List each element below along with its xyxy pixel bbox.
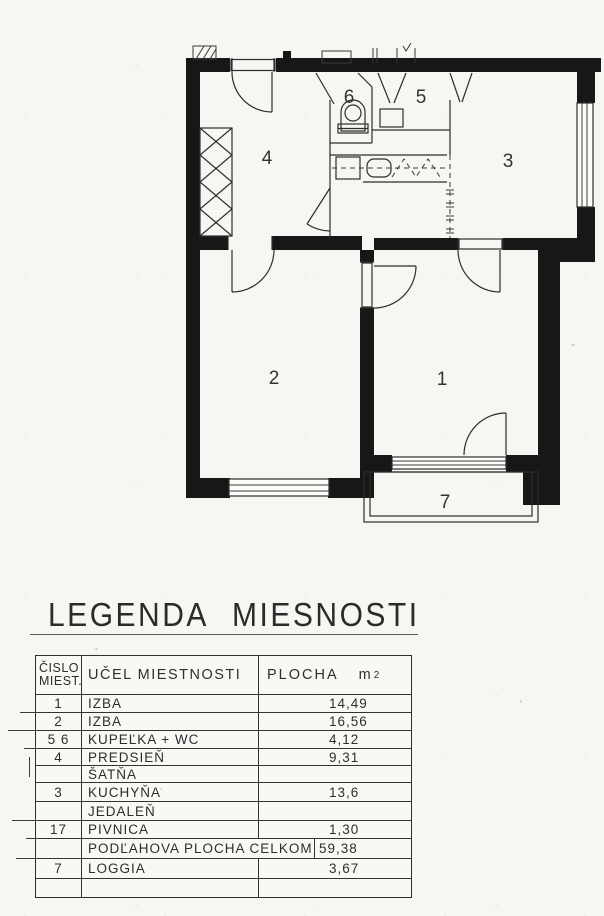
cell-purpose: PREDSIEŇ (82, 749, 259, 765)
cell-purpose: IZBA (82, 695, 259, 712)
cell-area: 14,49 (329, 696, 368, 711)
table-row (36, 712, 411, 730)
cell-area (259, 879, 411, 897)
table-row (36, 858, 411, 878)
line-overhang (8, 730, 37, 731)
room-label-1: 1 (436, 369, 448, 390)
cell-no: 7 (36, 859, 82, 878)
legend-table (35, 655, 412, 898)
total-label-text: PODĽAHOVA PLOCHA CELKOM (88, 841, 313, 856)
cell-purpose: KUPEĽKA + WC (82, 731, 259, 748)
walls (186, 58, 601, 505)
header-unit-sup: 2 (373, 669, 382, 681)
cell-purpose: JEDALEŇ (82, 802, 259, 820)
table-row (36, 878, 411, 897)
header-line-cislo: ČISLO (39, 661, 80, 675)
scan-speck (571, 344, 575, 346)
window-balcony (392, 457, 506, 469)
window-room2 (229, 479, 329, 496)
door-kitchen (307, 188, 330, 231)
title-underline (30, 634, 418, 635)
cell-no (36, 879, 82, 897)
room-labels (262, 87, 514, 513)
cell-total-area: 59,38 (314, 839, 358, 858)
header-ucel-miestnosti (82, 656, 259, 694)
cell-no: 5 6 (36, 731, 82, 748)
table-row (36, 730, 411, 748)
line-overhang (16, 858, 37, 859)
room-label-2: 2 (268, 368, 280, 389)
room-label-6: 6 (343, 87, 355, 108)
scan-speck (520, 700, 522, 703)
cell-no: 3 (36, 783, 82, 801)
door-room2 (228, 236, 274, 292)
header-ucel-label: UČEL MIESTNOSTI (88, 667, 242, 683)
room-label-7: 7 (439, 492, 451, 513)
cell-no: 17 (36, 821, 82, 838)
cell-purpose: ŠATŇA (82, 766, 259, 782)
header-plocha-label: PLOCHA (267, 667, 339, 683)
cell-purpose: LOGGIA (82, 859, 259, 878)
window-room3 (577, 103, 593, 207)
door-room1-left (360, 262, 416, 308)
table-row (36, 694, 411, 712)
header-line-miest: MIEST. (39, 674, 83, 688)
room-label-3: 3 (502, 151, 514, 172)
sink-icon (336, 157, 360, 179)
cell-area (259, 802, 411, 820)
cell-purpose: IZBA (82, 713, 259, 730)
washbasin-icon (380, 109, 403, 127)
cell-no (36, 766, 82, 782)
loggia-outline (364, 472, 538, 522)
table-row (36, 782, 411, 801)
header-cislo-miest (36, 656, 82, 694)
cell-area: 3,67 (329, 861, 360, 876)
header-unit-m: m (358, 667, 373, 683)
table-row (36, 765, 411, 782)
vent-hatch-box (193, 46, 216, 59)
line-overhang (20, 712, 37, 713)
scan-speck (95, 648, 98, 650)
core-partitions (316, 73, 472, 238)
line-overhang (24, 748, 37, 749)
door-balcony (464, 413, 506, 455)
room-label-4: 4 (261, 148, 273, 169)
cell-area: 13,6 (329, 784, 360, 800)
line-overhang-vertical (29, 757, 30, 777)
cell-area: 16,56 (329, 714, 368, 729)
wall-mark-solid (283, 51, 291, 62)
cell-no (36, 802, 82, 820)
cell-purpose: PIVNICA (82, 821, 259, 838)
cell-no: 2 (36, 713, 82, 730)
cell-area (259, 766, 411, 782)
cell-area: 1,30 (329, 822, 360, 837)
legend-title: LEGENDA MIESNOSTI (48, 597, 420, 634)
cell-no (36, 839, 82, 858)
door-room1-top (458, 238, 503, 292)
table-row (36, 748, 411, 765)
table-header-row (36, 656, 411, 694)
cell-total-label (82, 839, 411, 858)
scan-speck (160, 788, 162, 790)
line-overhang (26, 838, 37, 839)
cell-area: 4,12 (329, 732, 360, 747)
line-overhang (12, 820, 37, 821)
cell-purpose (82, 879, 259, 897)
table-row (36, 820, 411, 838)
cell-no: 4 (36, 749, 82, 765)
table-row (36, 801, 411, 820)
wardrobe-icon (200, 128, 232, 236)
room-label-5: 5 (415, 87, 427, 108)
cell-no: 1 (36, 695, 82, 712)
table-row-total (36, 838, 411, 858)
cell-area: 9,31 (329, 749, 360, 765)
cell-purpose: KUCHYŇA (82, 783, 259, 801)
header-plocha (259, 656, 411, 694)
